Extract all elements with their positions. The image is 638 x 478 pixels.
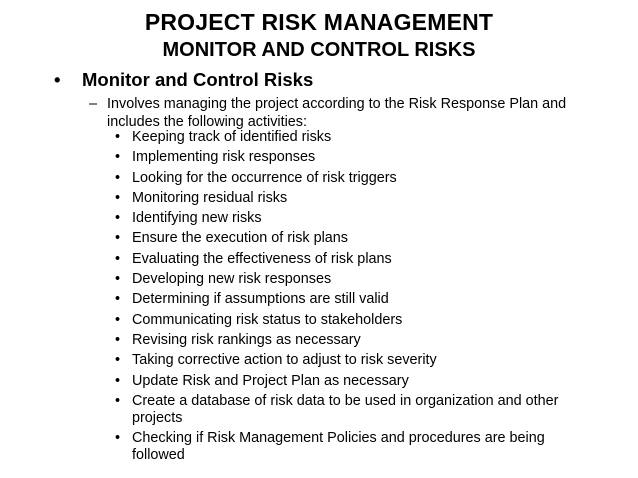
list-item [115, 430, 575, 464]
bullet-dot-icon: • [115, 392, 121, 409]
list-item-text: Evaluating the effectiveness of risk plans [132, 250, 392, 267]
bullet-dot-icon: • [115, 149, 121, 166]
list-item-text: Revising risk rankings as necessary [132, 331, 361, 348]
list-item [115, 230, 575, 247]
list-item [115, 352, 575, 369]
list-item-text: Implementing risk responses [132, 149, 316, 166]
bullet-dot-icon: • [115, 189, 121, 206]
bullet-dot-icon: • [115, 430, 121, 447]
list-item [115, 251, 575, 268]
list-item-text: Create a database of risk data to be used in organization and other projects [132, 392, 559, 426]
list-item-text: Identifying new risks [132, 210, 262, 227]
bullet-dot-icon: • [115, 210, 121, 227]
bullet-dot-icon: • [115, 271, 121, 288]
bullet-dot-icon: • [115, 250, 121, 267]
intro-text: Involves managing the project according to the Risk Response Plan and includes the following activities: [107, 96, 567, 130]
list-item-text: Taking corrective action to adjust to risk severity [132, 352, 437, 369]
slide-subtitle: MONITOR AND CONTROL RISKS [162, 39, 476, 61]
list-item-text: Checking if Risk Management Policies and procedures are being followed [132, 430, 545, 464]
bullet-dot-icon: • [115, 311, 121, 328]
list-item-text: Keeping track of identified risks [132, 129, 332, 145]
list-item-text: Developing new risk responses [132, 271, 332, 288]
list-item-text: Determining if assumptions are still valid [132, 291, 389, 308]
list-item-text: Communicating risk status to stakeholders [132, 311, 403, 328]
dash-icon: – [89, 96, 98, 112]
list-item [115, 373, 575, 390]
bullet-dot-icon: • [115, 352, 121, 369]
bullet-dot-icon: • [115, 372, 121, 389]
list-item [115, 291, 575, 308]
list-item-text: Update Risk and Project Plan as necessary [132, 372, 409, 389]
list-item-text: Monitoring residual risks [132, 189, 288, 206]
list-item [115, 393, 575, 427]
list-item [115, 210, 575, 227]
list-item [115, 332, 575, 349]
bullet-dot-icon: • [54, 69, 61, 90]
main-bullet-text: Monitor and Control Risks [82, 69, 314, 90]
list-item [115, 312, 575, 329]
bullet-dot-icon: • [115, 230, 121, 247]
list-item [115, 190, 575, 207]
list-item [115, 129, 575, 146]
bullet-dot-icon: • [115, 169, 121, 186]
activity-list [115, 129, 575, 467]
bullet-dot-icon: • [115, 291, 121, 308]
list-item [115, 271, 575, 288]
slide-title: PROJECT RISK MANAGEMENT [144, 9, 494, 35]
list-item-text: Ensure the execution of risk plans [132, 230, 348, 247]
list-item-text: Looking for the occurrence of risk triggers [132, 169, 397, 186]
bullet-dot-icon: • [115, 129, 121, 145]
list-item [115, 149, 575, 166]
bullet-dot-icon: • [115, 331, 121, 348]
list-item [115, 170, 575, 187]
